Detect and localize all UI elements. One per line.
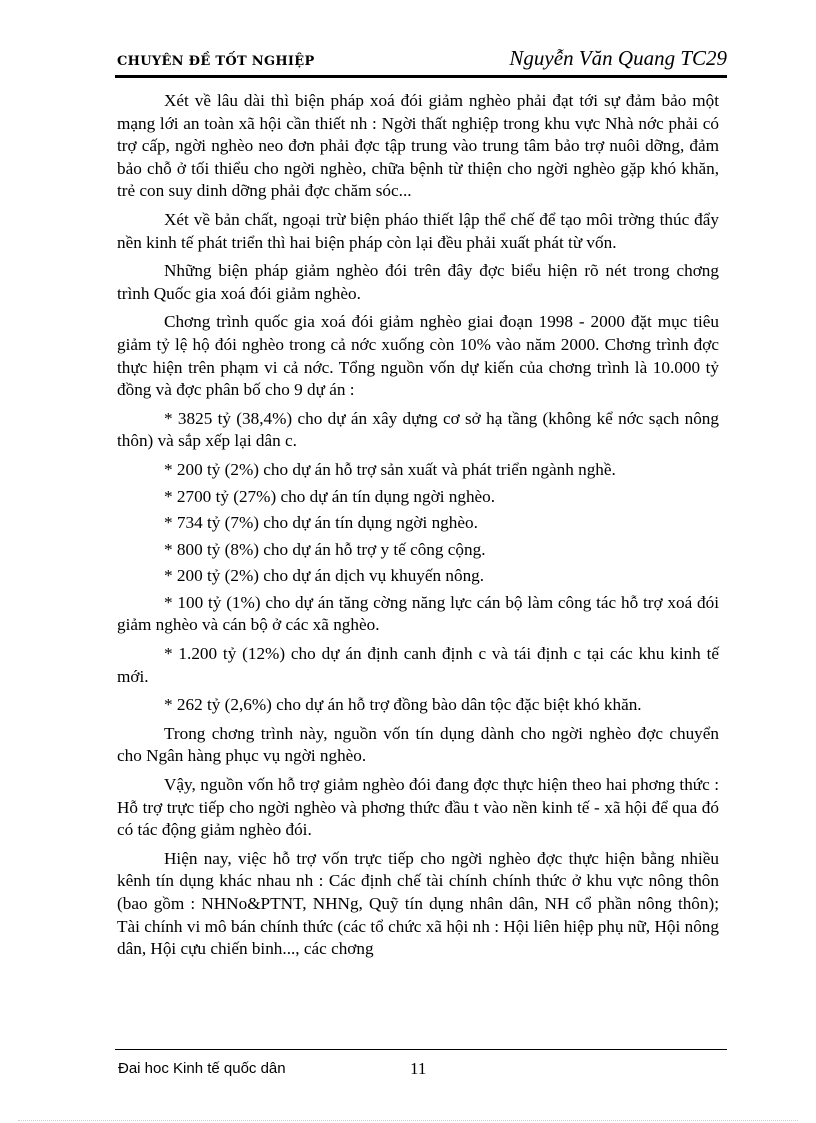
footer-divider xyxy=(115,1049,727,1050)
list-item: * 3825 tỷ (38,4%) cho dự án xây dựng cơ sở hạ tầng (không kể nớc sạch nông thôn) và sắp xếp lại dân c. xyxy=(117,408,719,451)
paragraph: Hiện nay, việc hỗ trợ vốn trực tiếp cho ngời nghèo đợc thực hiện bằng nhiều kênh tín dụng khác nhau nh : Các định chế tài chính chính thức ở khu vực nông thôn (bao gồm : NHNo&PTNT, NHNg, Quỹ tín dụng nhân dân, NH cổ phần nông thôn); Tài chính vi mô bán chính thức (các tổ chức xã hội nh : Hội liên hiệp phụ nữ, Hội nông dân, Hội cựu chiến binh..., các chơng xyxy=(117,848,719,959)
list-item: * 2700 tỷ (27%) cho dự án tín dụng ngời nghèo. xyxy=(164,486,496,506)
page-number: 11 xyxy=(410,1059,427,1078)
paragraph: Chơng trình quốc gia xoá đói giảm nghèo giai đoạn 1998 - 2000 đặt mục tiêu giảm tỷ lệ hộ đói nghèo trong cả nớc xuống còn 10% vào năm 2000. Chơng trình đợc thực hiện trên phạm vi cả nớc. Tổng nguồn vốn dự kiến của chơng trình là 10.000 tỷ đồng và đợc phân bố cho 9 dự án : xyxy=(117,312,719,400)
paragraph: Xét về lâu dài thì biện pháp xoá đói giảm nghèo phải đạt tới sự đảm bảo một mạng lới an toàn xã hội cần thiết nh : Ngời thất nghiệp trong khu vực Nhà nớc phải có trợ cấp, ngời nghèo neo đơn phải đợc tập trung vào trung tâm bảo trợ nuôi dỡng, đảm bảo chỗ ở tối thiểu cho ngời nghèo, chữa bệnh từ thiện cho ngời nghèo gặp khó khăn, trẻ con suy dinh dỡng phải đợc chăm sóc... xyxy=(117,91,719,201)
header-author: Nguyễn Văn Quang TC29 xyxy=(509,46,727,70)
paragraph: Những biện pháp giảm nghèo đói trên đây đợc biểu hiện rõ nét trong chơng trình Quốc gia xoá đói giảm nghèo. xyxy=(117,261,719,303)
list-item: * 800 tỷ (8%) cho dự án hỗ trợ y tế công cộng. xyxy=(164,539,486,559)
document-body xyxy=(117,90,719,967)
list-item: * 734 tỷ (7%) cho dự án tín dụng ngời nghèo. xyxy=(164,513,478,533)
paragraph: Xét về bản chất, ngoại trừ biện pháo thiết lập thể chế để tạo môi trờng thúc đẩy nền kinh tế phát triển thì hai biện pháp còn lại đều phải xuất phát từ vốn. xyxy=(117,209,719,252)
list-item: * 200 tỷ (2%) cho dự án hỗ trợ sản xuất và phát triển ngành nghề. xyxy=(164,459,616,479)
list-item: * 100 tỷ (1%) cho dự án tăng cờng năng lực cán bộ làm công tác hỗ trợ xoá đói giảm nghèo và cán bộ ở các xã nghèo. xyxy=(117,592,719,635)
list-item: * 200 tỷ (2%) cho dự án dịch vụ khuyến nông. xyxy=(164,566,485,586)
header-title: CHUYÊN ĐỀ TỐT NGHIỆP xyxy=(117,54,315,69)
page-break-line xyxy=(18,1120,798,1121)
footer-university: Đai hoc Kinh tế quốc dân xyxy=(118,1060,286,1077)
header-divider xyxy=(115,75,727,78)
paragraph: Vậy, nguồn vốn hỗ trợ giảm nghèo đói đang đợc thực hiện theo hai phơng thức : Hỗ trợ trực tiếp cho ngời nghèo và phơng thức đầu t vào nền kinh tế - xã hội để qua đó có tác động giảm nghèo đói. xyxy=(117,775,719,840)
list-item: * 262 tỷ (2,6%) cho dự án hỗ trợ đồng bào dân tộc đặc biệt khó khăn. xyxy=(164,695,642,715)
paragraph: Trong chơng trình này, nguồn vốn tín dụng dành cho ngời nghèo đợc chuyển cho Ngân hàng phục vụ ngời nghèo. xyxy=(117,723,719,766)
list-item: * 1.200 tỷ (12%) cho dự án định canh định c và tái định c tại các khu kinh tế mới. xyxy=(117,644,719,686)
page-header xyxy=(117,46,727,76)
